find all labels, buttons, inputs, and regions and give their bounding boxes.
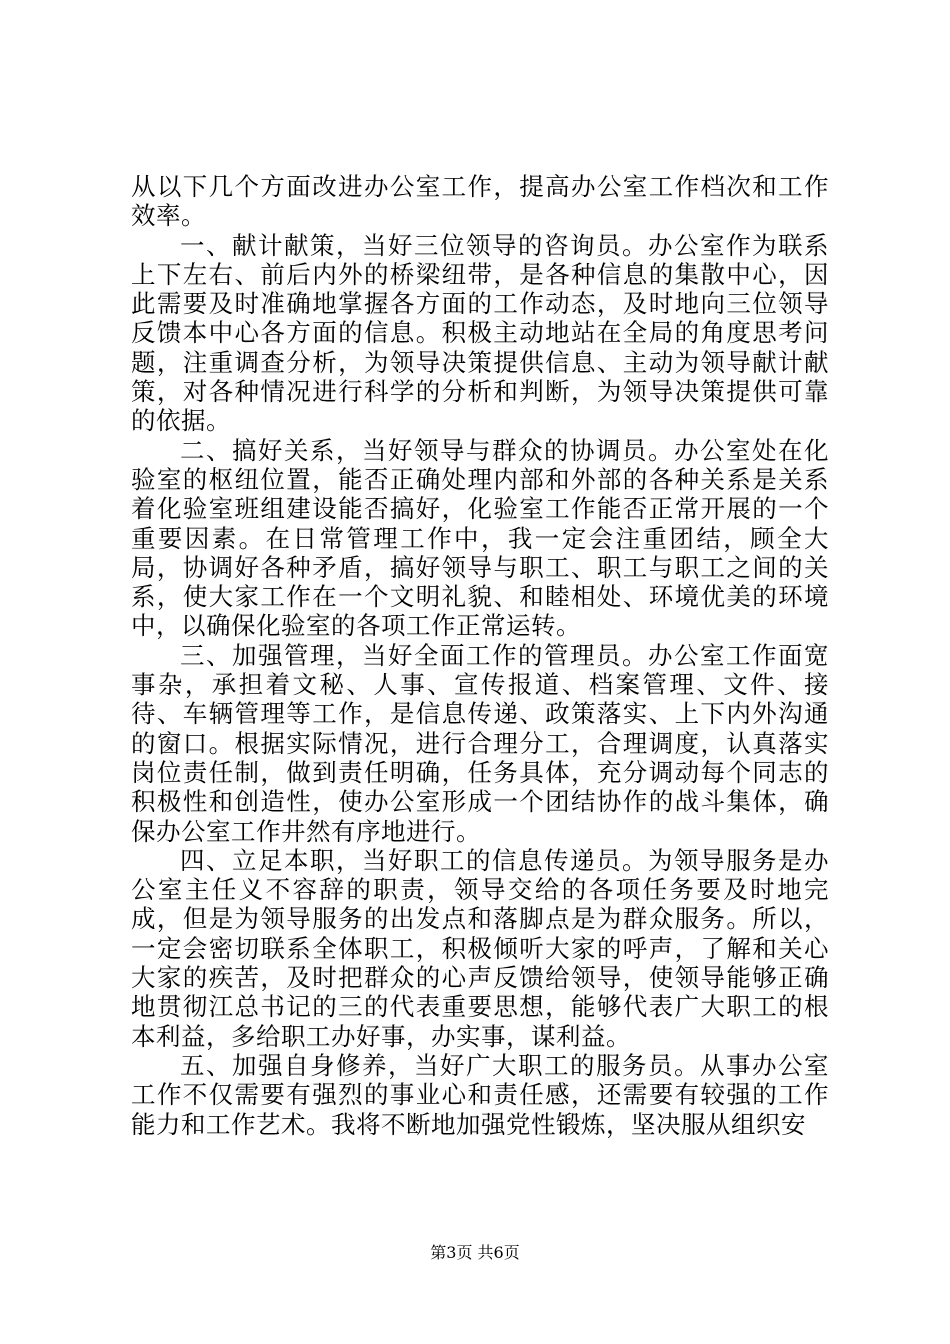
paragraph-section-2: 二、搞好关系，当好领导与群众的协调员。办公室处在化验室的枢纽位置，能否正确处理内部和外部的各种关系是关系着化验室班组建设能否搞好，化验室工作能否正常开展的一个重要因素。在日常管理工作中，我一定会注重团结，顾全大局，协调好各种矛盾，搞好领导与职工、职工与职工之间的关系，使大家工作在一个文明礼貌、和睦相处、环境优美的环境中，以确保化验室的各项工作正常运转。 [131,435,829,641]
document-body [131,172,829,1139]
paragraph-section-5: 五、加强自身修养，当好广大职工的服务员。从事办公室工作不仅需要有强烈的事业心和责任感，还需要有较强的工作能力和工作艺术。我将不断地加强党性锻炼，坚决服从组织安 [131,1050,829,1139]
paragraph-section-4: 四、立足本职，当好职工的信息传递员。为领导服务是办公室主任义不容辞的职责，领导交给的各项任务要及时地完成，但是为领导服务的出发点和落脚点是为群众服务。所以，一定会密切联系全体职工，积极倾听大家的呼声，了解和关心大家的疾苦，及时把群众的心声反馈给领导，使领导能够正确地贯彻江总书记的三的代表重要思想，能够代表广大职工的根本利益，多给职工办好事，办实事，谋利益。 [131,845,829,1051]
paragraph-section-1: 一、献计献策，当好三位领导的咨询员。办公室作为联系上下左右、前后内外的桥梁纽带，是各种信息的集散中心，因此需要及时准确地掌握各方面的工作动态，及时地向三位领导反馈本中心各方面的信息。积极主动地站在全局的角度思考问题，注重调查分析，为领导决策提供信息、主动为领导献计献策，对各种情况进行科学的分析和判断，为领导决策提供可靠的依据。 [131,230,829,436]
page-footer: 第3页 共6页 [430,1243,520,1262]
paragraph-intro: 从以下几个方面改进办公室工作，提高办公室工作档次和工作效率。 [131,172,829,231]
paragraph-section-3: 三、加强管理，当好全面工作的管理员。办公室工作面宽事杂，承担着文秘、人事、宣传报道、档案管理、文件、接待、车辆管理等工作，是信息传递、政策落实、上下内外沟通的窗口。根据实际情况，进行合理分工，合理调度，认真落实岗位责任制，做到责任明确，任务具体，充分调动每个同志的积极性和创造性，使办公室形成一个团结协作的战斗集体，确保办公室工作井然有序地进行。 [131,640,829,846]
